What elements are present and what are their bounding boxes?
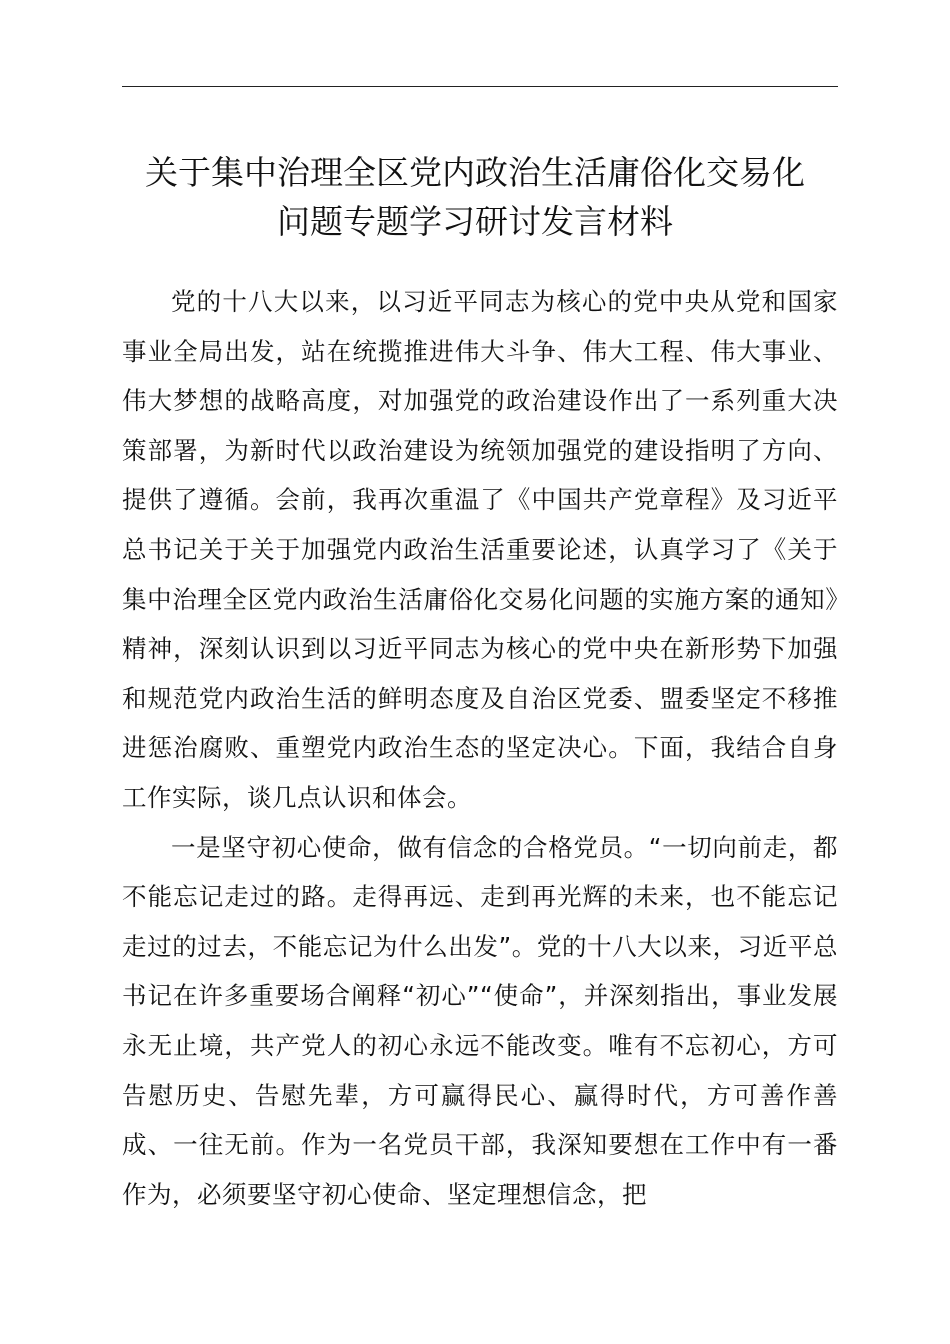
title-line-1: 关于集中治理全区党内政治生活庸俗化交易化	[145, 153, 805, 192]
header-rule	[122, 86, 838, 87]
title-line-2: 问题专题学习研讨发言材料	[277, 202, 673, 241]
paragraph-point-one: 一是坚守初心使命，做有信念的合格党员。“一切向前走，都不能忘记走过的路。走得再远、走到再光辉的未来，也不能忘记走过的过去，不能忘记为什么出发”。党的十八大以来，习近平总书记在许多重要场合阐释“初心”“使命”，并深刻指出，事业发展永无止境，共产党人的初心永远不能改变。唯有不忘初心，方可告慰历史、告慰先辈，方可赢得民心、赢得时代，方可善作善成、一往无前。作为一名党员干部，我深知要想在工作中有一番作为，必须要坚守初心使命、坚定理想信念，把	[122, 832, 838, 1209]
paragraph-intro: 党的十八大以来，以习近平同志为核心的党中央从党和国家事业全局出发，站在统揽推进伟大斗争、伟大工程、伟大事业、伟大梦想的战略高度，对加强党的政治建设作出了一系列重大决策部署，为新时代以政治建设为统领加强党的建设指明了方向、提供了遵循。会前，我再次重温了《中国共产党章程》及习近平总书记关于关于加强党内政治生活重要论述，认真学习了《关于集中治理全区党内政治生活庸俗化交易化问题的实施方案的通知》精神，深刻认识到以习近平同志为核心的党中央在新形势下加强和规范党内政治生活的鲜明态度及自治区党委、盟委坚定不移推进惩治腐败、重塑党内政治生态的坚定决心。下面，我结合自身工作实际，谈几点认识和体会。	[122, 287, 838, 812]
document-title	[100, 148, 850, 246]
document-body	[122, 277, 838, 1219]
